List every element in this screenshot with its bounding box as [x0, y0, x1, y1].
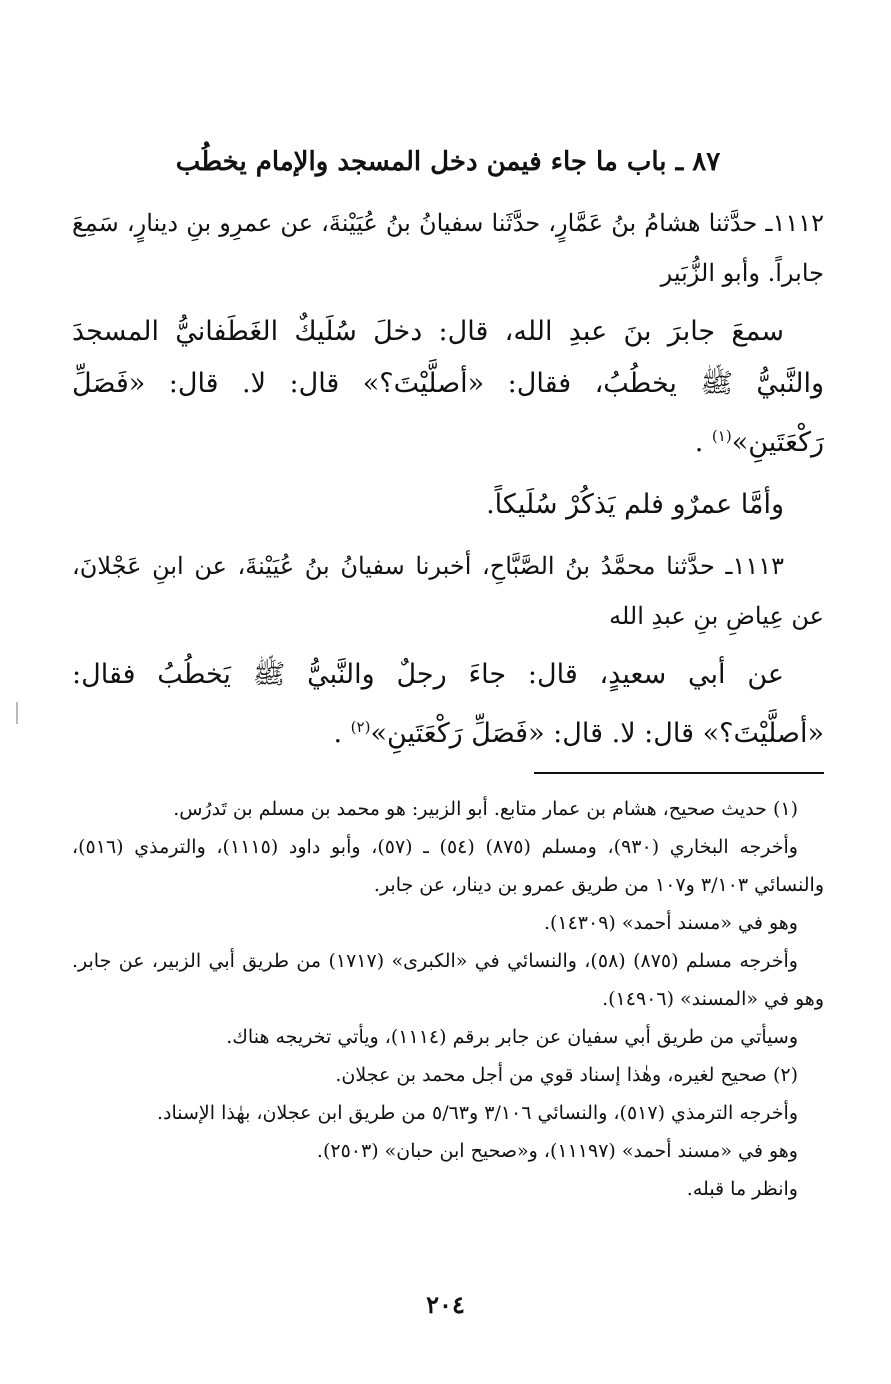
footnote-line: وأخرجه البخاري (٩٣٠)، ومسلم (٨٧٥) (٥٤) ـ (٥٧)، وأبو داود (١١١٥)، والترمذي (٥١٦)، والنسائي ٣/١٠٣ و١٠٧ من طريق عمرو بن دينار، عن جابر.: [72, 836, 824, 897]
page-body: [72, 130, 824, 1350]
footnote-line: وأخرجه مسلم (٨٧٥) (٥٨)، والنسائي في «الكبرى» (١٧١٧) من طريق أبي الزبير، عن جابر. وهو في «المسند» (١٤٩٠٦).: [72, 950, 824, 1011]
footnote-line: وسيأتي من طريق أبي سفيان عن جابر برقم (١١١٤)، ويأتي تخريجه هناك.: [226, 1026, 798, 1049]
hadith-1112-isnad: ١١١٢ـ حدَّثنا هشامُ بنُ عَمَّارٍ، حدَّثَنا سفيانُ بنُ عُيَيْنةَ، عن عمرِو بنِ دينارٍ، سَمِعَ جابراً. وأبو الزُّبَير: [72, 209, 824, 288]
footnote-line: وأخرجه الترمذي (٥١٧)، والنسائي ٣/١٠٦ و٥/٦٣ من طريق ابن عجلان، بهٰذا الإسناد.: [156, 1102, 798, 1125]
footnote-ref-1: (١): [711, 427, 732, 446]
footnote-line: (١) حديث صحيح، هشام بن عمار متابع. أبو الزبير: هو محمد بن مسلم بن تَدرُس.: [173, 798, 798, 821]
hadith-1112-matn: سمعَ جابرَ بنَ عبدِ الله، قال: دخلَ سُلَيكٌ الغَطَفانيُّ المسجدَ والنَّبيُّ ﷺ يخطُبُ، فقال: «أصلَّيْتَ؟» قال: لا. قال: «فَصَلِّ رَكْعَتَينِ»$^{(١)}$ .: [72, 316, 824, 459]
hadith-1113-matn-text: عن أبي سعيدٍ، قال: جاءَ رجلٌ والنَّبيُّ ﷺ يَخطُبُ فقال: «أصلَّيْتَ؟» قال: لا. قال: «فَصَلِّ رَكْعَتَينِ»: [72, 659, 824, 750]
footnote-line: وهو في «مسند أحمد» (١١١٩٧)، و«صحيح ابن حبان» (٢٥٠٣).: [316, 1140, 798, 1163]
footnote-ref-2: (٢): [350, 718, 371, 737]
hadith-1112-matn-text: سمعَ جابرَ بنَ عبدِ الله، قال: دخلَ سُلَيكٌ الغَطَفانيُّ المسجدَ والنَّبيُّ ﷺ يخطُبُ، فقال: «أصلَّيْتَ؟» قال: لا. قال: «فَصَلِّ رَكْعَتَينِ»: [72, 316, 824, 459]
hadith-1112-note: وأمَّا عمرٌو فلم يَذكُرْ سُلَيكاً.: [486, 489, 784, 521]
footnote-line: وهو في «مسند أحمد» (١٤٣٠٩).: [543, 912, 798, 935]
margin-mark: [16, 702, 18, 724]
hadith-1113-isnad: ١١١٣ـ حدَّثنا محمَّدُ بنُ الصَّبَّاحِ، أخبرنا سفيانُ بنُ عُيَيْنةَ، عن ابنِ عَجْلانَ، عن عِياضِ بنِ عبدِ الله: [72, 552, 824, 631]
footnote-line: وانظر ما قبله.: [686, 1178, 798, 1201]
footnote-line: (٢) صحيح لغيره، وهٰذا إسناد قوي من أجل محمد بن عجلان.: [335, 1064, 798, 1087]
chapter-title: ٨٧ ـ باب ما جاء فيمن دخل المسجد والإمام يخطُب: [175, 147, 721, 177]
footnote-divider: [534, 772, 824, 774]
hadith-1113-matn: عن أبي سعيدٍ، قال: جاءَ رجلٌ والنَّبيُّ ﷺ يَخطُبُ فقال: «أصلَّيْتَ؟» قال: لا. قال: «فَصَلِّ رَكْعَتَينِ»$^{(٢)}$ .: [72, 659, 824, 750]
page-number: ٢٠٤: [426, 1290, 465, 1319]
